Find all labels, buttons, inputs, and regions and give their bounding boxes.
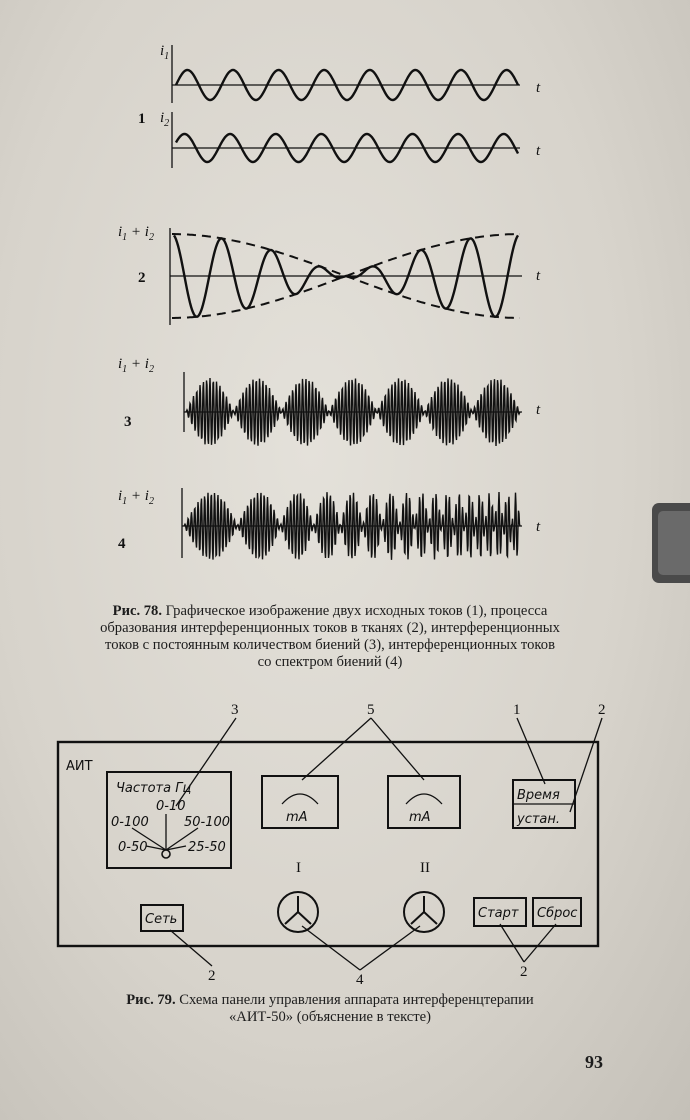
svg-text:Старт: Старт	[478, 906, 519, 921]
intensity-knob-2	[404, 892, 444, 932]
panel3-ylabel: $i_1 + i_2$	[118, 356, 154, 375]
intensity-knob-1	[278, 892, 318, 932]
callout-5: 5	[367, 702, 375, 718]
panel1b-ylabel: $i_2$	[160, 110, 170, 129]
figure-78-caption: Рис. 78. Графическое изображение двух исходных токов (1), процесса образования интерференционных токов в тканях (2), интерференционных токов с постоянным количеством биений (3), интерференционных токов со спектром биений (4)	[100, 603, 560, 670]
panel2-number: 2	[138, 270, 146, 286]
freq-range-25-50: 25-50	[188, 840, 226, 855]
panel1-number: 1	[138, 111, 146, 127]
callout-1: 1	[513, 702, 521, 718]
reset-button	[533, 898, 581, 926]
timer-label: Время	[517, 788, 560, 803]
freq-range-0-50: 0-50	[118, 840, 148, 855]
page-number: 93	[585, 1052, 603, 1072]
panel2-ylabel: $i_1 + i_2$	[118, 224, 154, 243]
start-button	[474, 898, 526, 926]
callout-2-buttons: 2	[520, 964, 528, 980]
selector-knob	[162, 850, 170, 858]
svg-text:Сеть: Сеть	[145, 912, 178, 927]
svg-text:Сброс: Сброс	[537, 906, 578, 921]
timer-block	[513, 780, 575, 828]
milliammeter-2	[388, 776, 460, 828]
milliammeter-1	[262, 776, 338, 828]
panel1-xlabel: t	[536, 80, 541, 96]
panel4-xlabel: t	[536, 519, 541, 535]
freq-range-50-100: 50-100	[184, 815, 231, 830]
timer-set-label: устан.	[517, 812, 561, 827]
meter2-unit: mA	[409, 810, 431, 825]
callout-2-top: 2	[598, 702, 606, 718]
panel4-ylabel: $i_1 + i_2$	[118, 488, 154, 507]
panel2-xlabel: t	[536, 268, 541, 284]
freq-range-0-10: 0-10	[156, 799, 186, 814]
figure-79-caption: Рис. 79. Схема панели управления аппарата интерференцтерапии «АИТ-50» (объяснение в тексте)	[126, 992, 534, 1025]
callout-2-power: 2	[208, 968, 216, 984]
frequency-selector	[107, 772, 231, 868]
device-title: АИТ	[66, 759, 93, 774]
freq-title: Частота Гц	[116, 781, 192, 796]
panel1b-xlabel: t	[536, 143, 541, 159]
freq-range-0-100: 0-100	[111, 815, 149, 830]
callout-3: 3	[231, 702, 239, 718]
panel4-number: 4	[118, 536, 126, 552]
meter1-unit: mA	[286, 810, 308, 825]
panel3-number: 3	[124, 414, 132, 430]
channel-1-label: I	[296, 860, 301, 876]
panel1-ylabel: $i_1$	[160, 43, 170, 62]
callout-4: 4	[356, 972, 364, 988]
channel-2-label: II	[420, 860, 430, 876]
power-button	[141, 905, 183, 931]
panel3-xlabel: t	[536, 402, 541, 418]
